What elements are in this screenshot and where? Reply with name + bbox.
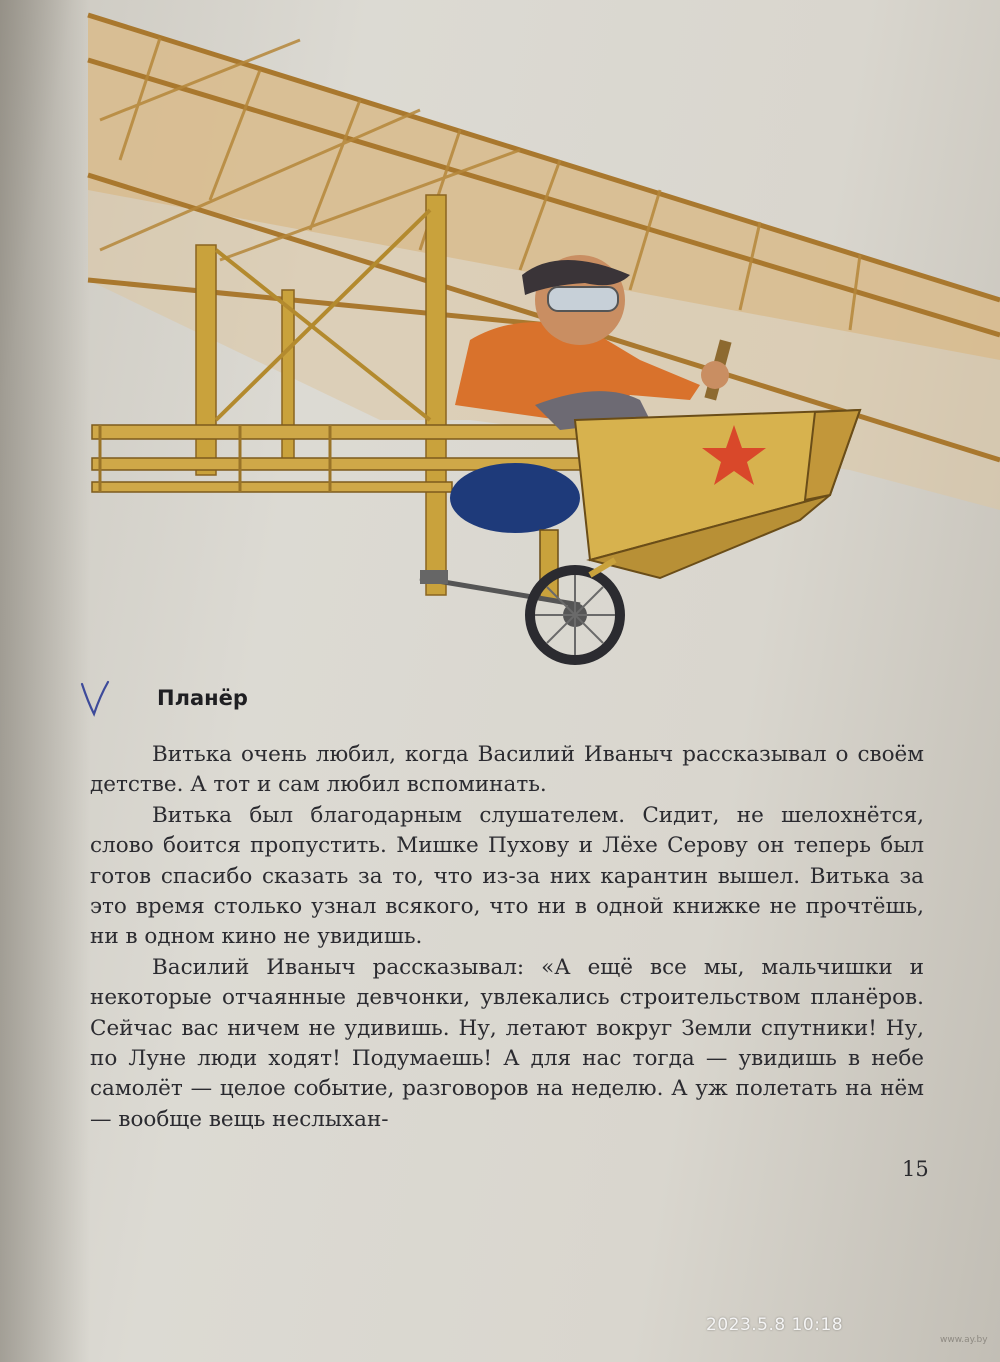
pencil-checkmark-icon [78, 676, 112, 720]
page-number: 15 [902, 1157, 929, 1181]
paragraph: Витька очень любил, когда Василий Иваныч рассказывал о своём детстве. А тот и сам любил вспоминать. [90, 742, 924, 798]
paragraph: Витька был благодарным слушателем. Сидит, не шелохнётся, слово боится пропустить. Мишке Пухову и Лёхе Серову он теперь был готов спасибо сказать за то, что из-за них карантин вышел. Витька за это время столько узнал всякого, что ни в одной книжке не прочтёшь, ни в одном кино не увидишь. [90, 802, 924, 950]
body-text [90, 740, 924, 1135]
chapter-heading: Планёр [157, 686, 248, 710]
paragraph: Василий Иваныч рассказывал: «А ещё все мы, мальчишки и некоторые отчаянные девчонки, увлекались строительством планёров. Сейчас вас ничем не удивишь. Ну, летают вокруг Земли спутники! Ну, по Луне люди ходят! Подумаешь! А для нас тогда — увидишь в небе самолёт — целое событие, разговоров на неделю. А уж полетать на нём — вообще вещь неслыхан- [90, 954, 924, 1132]
photo-timestamp: 2023.5.8 10:18 [706, 1315, 844, 1335]
watermark: www.ay.by [940, 1335, 988, 1345]
